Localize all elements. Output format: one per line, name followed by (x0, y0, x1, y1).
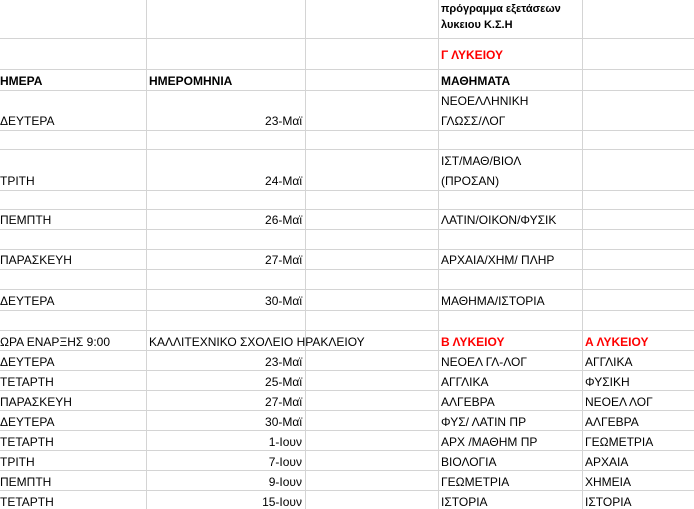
grid-line (305, 0, 306, 509)
c-row-1-date[interactable]: 23-Μαϊ (265, 114, 302, 128)
c-row-3-subject[interactable]: ΛΑΤΙΝ/ΟΙΚΟΝ/ΦΥΣΙΚ (441, 213, 557, 227)
ab-row-6-date[interactable]: 7-Ιουν (268, 455, 302, 469)
ab-row-6-grade-a[interactable]: ΑΡΧΑΙΑ (585, 455, 629, 469)
ab-row-2-grade-b[interactable]: ΑΓΓΛΙΚΑ (441, 375, 489, 389)
ab-row-3-date[interactable]: 27-Μαϊ (265, 395, 302, 409)
grid-line (0, 130, 694, 131)
ab-row-2-grade-a[interactable]: ΦΥΣΙΚΗ (585, 375, 630, 389)
title-line-2[interactable]: λυκειου Κ.Σ.Η (441, 19, 513, 31)
grid-line (0, 249, 694, 250)
grid-line (0, 69, 694, 70)
grid-line (0, 149, 694, 150)
c-row-5-day[interactable]: ΔΕΥΤΕΡΑ (0, 294, 55, 308)
grid-line (0, 310, 694, 311)
grid-line (0, 38, 694, 39)
grid-line (0, 350, 694, 351)
ab-row-1-grade-b[interactable]: ΝΕΟΕΛ ΓΛ-ΛΟΓ (441, 355, 527, 369)
ab-row-7-day[interactable]: ΠΕΜΠΤΗ (0, 475, 52, 489)
grid-line (0, 490, 694, 491)
c-row-1-day[interactable]: ΔΕΥΤΕΡΑ (0, 114, 55, 128)
ab-row-8-grade-a[interactable]: ΙΣΤΟΡΙΑ (585, 495, 632, 509)
c-row-4-date[interactable]: 27-Μαϊ (265, 253, 302, 267)
grid-line (0, 410, 694, 411)
start-time[interactable]: ΩΡΑ ΕΝΑΡΞΗΣ 9:00 (0, 335, 111, 349)
grid-line (0, 330, 694, 331)
c-row-5-subject[interactable]: ΜΑΘΗΜΑ/ΙΣΤΟΡΙΑ (441, 294, 545, 308)
grid-line (0, 390, 694, 391)
grid-line (0, 289, 694, 290)
ab-row-7-grade-a[interactable]: ΧΗΜΕΙΑ (585, 475, 632, 489)
c-row-3-date[interactable]: 26-Μαϊ (265, 213, 302, 227)
ab-row-3-day[interactable]: ΠΑΡΑΣΚΕΥΗ (0, 395, 72, 409)
c-row-5-date[interactable]: 30-Μαϊ (265, 294, 302, 308)
column-header-subjects[interactable]: ΜΑΘΗΜΑΤΑ (441, 74, 511, 88)
ab-row-5-day[interactable]: ΤΕΤΑΡΤΗ (0, 435, 54, 449)
title-line-1[interactable]: πρόγραμμα εξετάσεων (441, 3, 561, 15)
ab-row-7-date[interactable]: 9-Ιουν (268, 475, 302, 489)
grid-line (0, 470, 694, 471)
ab-row-5-date[interactable]: 1-Ιουν (268, 435, 302, 449)
ab-row-3-grade-a[interactable]: ΝΕΟΕΛ ΛΟΓ (585, 395, 653, 409)
grid-line (0, 269, 694, 270)
school-name[interactable]: ΚΑΛΛΙΤΕΧΝΙΚΟ ΣΧΟΛΕΙΟ ΗΡΑΚΛΕΙΟΥ (149, 335, 365, 349)
c-row-1-subject-line-2[interactable]: ΓΛΩΣΣ/ΛΟΓ (441, 114, 506, 128)
ab-row-8-date[interactable]: 15-Ιουν (262, 495, 302, 509)
grid-line (0, 450, 694, 451)
ab-row-8-grade-b[interactable]: ΙΣΤΟΡΙΑ (441, 495, 488, 509)
ab-row-2-date[interactable]: 25-Μαϊ (265, 375, 302, 389)
ab-row-4-grade-a[interactable]: ΑΛΓΕΒΡΑ (585, 415, 639, 429)
c-row-2-day[interactable]: ΤΡΙΤΗ (0, 174, 35, 188)
grid-line (582, 0, 583, 509)
grid-line (0, 370, 694, 371)
c-row-2-subject-line-2[interactable]: (ΠΡΟΣΑΝ) (441, 174, 500, 188)
column-header-date[interactable]: ΗΜΕΡΟΜΗΝΙΑ (149, 74, 233, 88)
column-header-day[interactable]: ΗΜΕΡΑ (0, 74, 43, 88)
c-row-2-subject-line-1[interactable]: ΙΣΤ/ΜΑΘ/ΒΙΟΛ (441, 154, 522, 168)
grid-line (0, 190, 694, 191)
ab-row-6-grade-b[interactable]: ΒΙΟΛΟΓΙΑ (441, 455, 497, 469)
ab-row-5-grade-b[interactable]: ΑΡΧ /ΜΑΘΗΜ ΠΡ (441, 435, 538, 449)
grid-line (0, 209, 694, 210)
ab-row-5-grade-a[interactable]: ΓΕΩΜΕΤΡΙΑ (585, 435, 654, 449)
ab-row-2-day[interactable]: ΤΕΤΑΡΤΗ (0, 375, 54, 389)
grade-c-header[interactable]: Γ ΛΥΚΕΙΟΥ (441, 48, 504, 62)
ab-row-4-day[interactable]: ΔΕΥΤΕΡΑ (0, 415, 55, 429)
ab-row-4-date[interactable]: 30-Μαϊ (265, 415, 302, 429)
ab-row-7-grade-b[interactable]: ΓΕΩΜΕΤΡΙΑ (441, 475, 510, 489)
grade-b-header[interactable]: Β ΛΥΚΕΙΟΥ (441, 335, 505, 349)
ab-row-4-grade-b[interactable]: ΦΥΣ/ ΛΑΤΙΝ ΠΡ (441, 415, 527, 429)
ab-row-3-grade-b[interactable]: ΑΛΓΕΒΡΑ (441, 395, 495, 409)
c-row-2-date[interactable]: 24-Μαϊ (265, 174, 302, 188)
c-row-4-day[interactable]: ΠΑΡΑΣΚΕΥΗ (0, 253, 72, 267)
ab-row-1-grade-a[interactable]: ΑΓΓΛΙΚΑ (585, 355, 633, 369)
grid-line (0, 90, 694, 91)
c-row-3-day[interactable]: ΠΕΜΠΤΗ (0, 213, 52, 227)
c-row-1-subject-line-1[interactable]: ΝΕΟΕΛΛΗΝΙΚΗ (441, 94, 529, 108)
grid-line (438, 0, 439, 509)
ab-row-1-day[interactable]: ΔΕΥΤΕΡΑ (0, 355, 55, 369)
grid-line (0, 430, 694, 431)
c-row-4-subject[interactable]: ΑΡΧΑΙΑ/ΧΗΜ/ ΠΛΗΡ (441, 253, 555, 267)
ab-row-6-day[interactable]: ΤΡΙΤΗ (0, 455, 35, 469)
ab-row-8-day[interactable]: ΤΕΤΑΡΤΗ (0, 495, 54, 509)
grid-line (0, 229, 694, 230)
ab-row-1-date[interactable]: 23-Μαϊ (265, 355, 302, 369)
grade-a-header[interactable]: Α ΛΥΚΕΙΟΥ (585, 335, 649, 349)
